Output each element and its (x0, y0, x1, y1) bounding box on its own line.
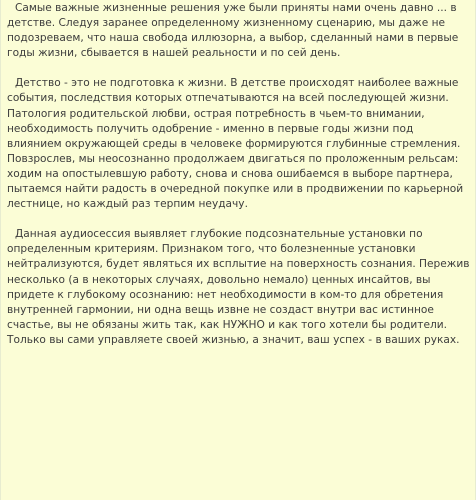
paragraph-audiosession: Данная аудиосессия выявляет глубокие подсознательные установки по определенным критериям. Признаком того, что болезненные установки нейтрализуются, будет являться их всплытие на поверхность сознания. Пережив несколько (а в некоторых случаях, довольно немало) ценных инсайтов, вы придете к глубокому осознанию: нет необходимости в ком-то для обретения внутренней гармонии, ни одна вещь извне не создаст внутри вас истинное счастье, вы не обязаны жить так, как НУЖНО и как того хотели бы родители. Только вы сами управляете своей жизнью, а значит, ваш успех - в ваших руках. (7, 228, 470, 346)
document-body (7, 1, 470, 348)
paragraph-intro: Самые важные жизненные решения уже были приняты нами очень давно ... в детстве. Следуя заранее определенному жизненному сценарию, мы даже не подозреваем, что наша свобода иллюзорна, а выбор, сделанный нами в первые годы жизни, сбывается в нашей реальности и по сей день. (7, 2, 459, 60)
paragraph-childhood: Детство - это не подготовка к жизни. В детстве происходят наиболее важные события, последствия которых отпечатываются на всей последующей жизни. Патология родительской любви, острая потребность в чьем-то внимании, необходимость получить одобрение - именно в первые годы жизни под влиянием окружающей среды в человеке формируются глубинные стремления. Повзрослев, мы неосознанно продолжаем двигаться по проложенным рельсам: ходим на опостылевшую работу, снова и снова ошибаемся в выборе партнера, пытаемся найти радость в очередной покупке или в продвижении по карьерной лестнице, но каждый раз терпим неудачу. (7, 77, 464, 211)
